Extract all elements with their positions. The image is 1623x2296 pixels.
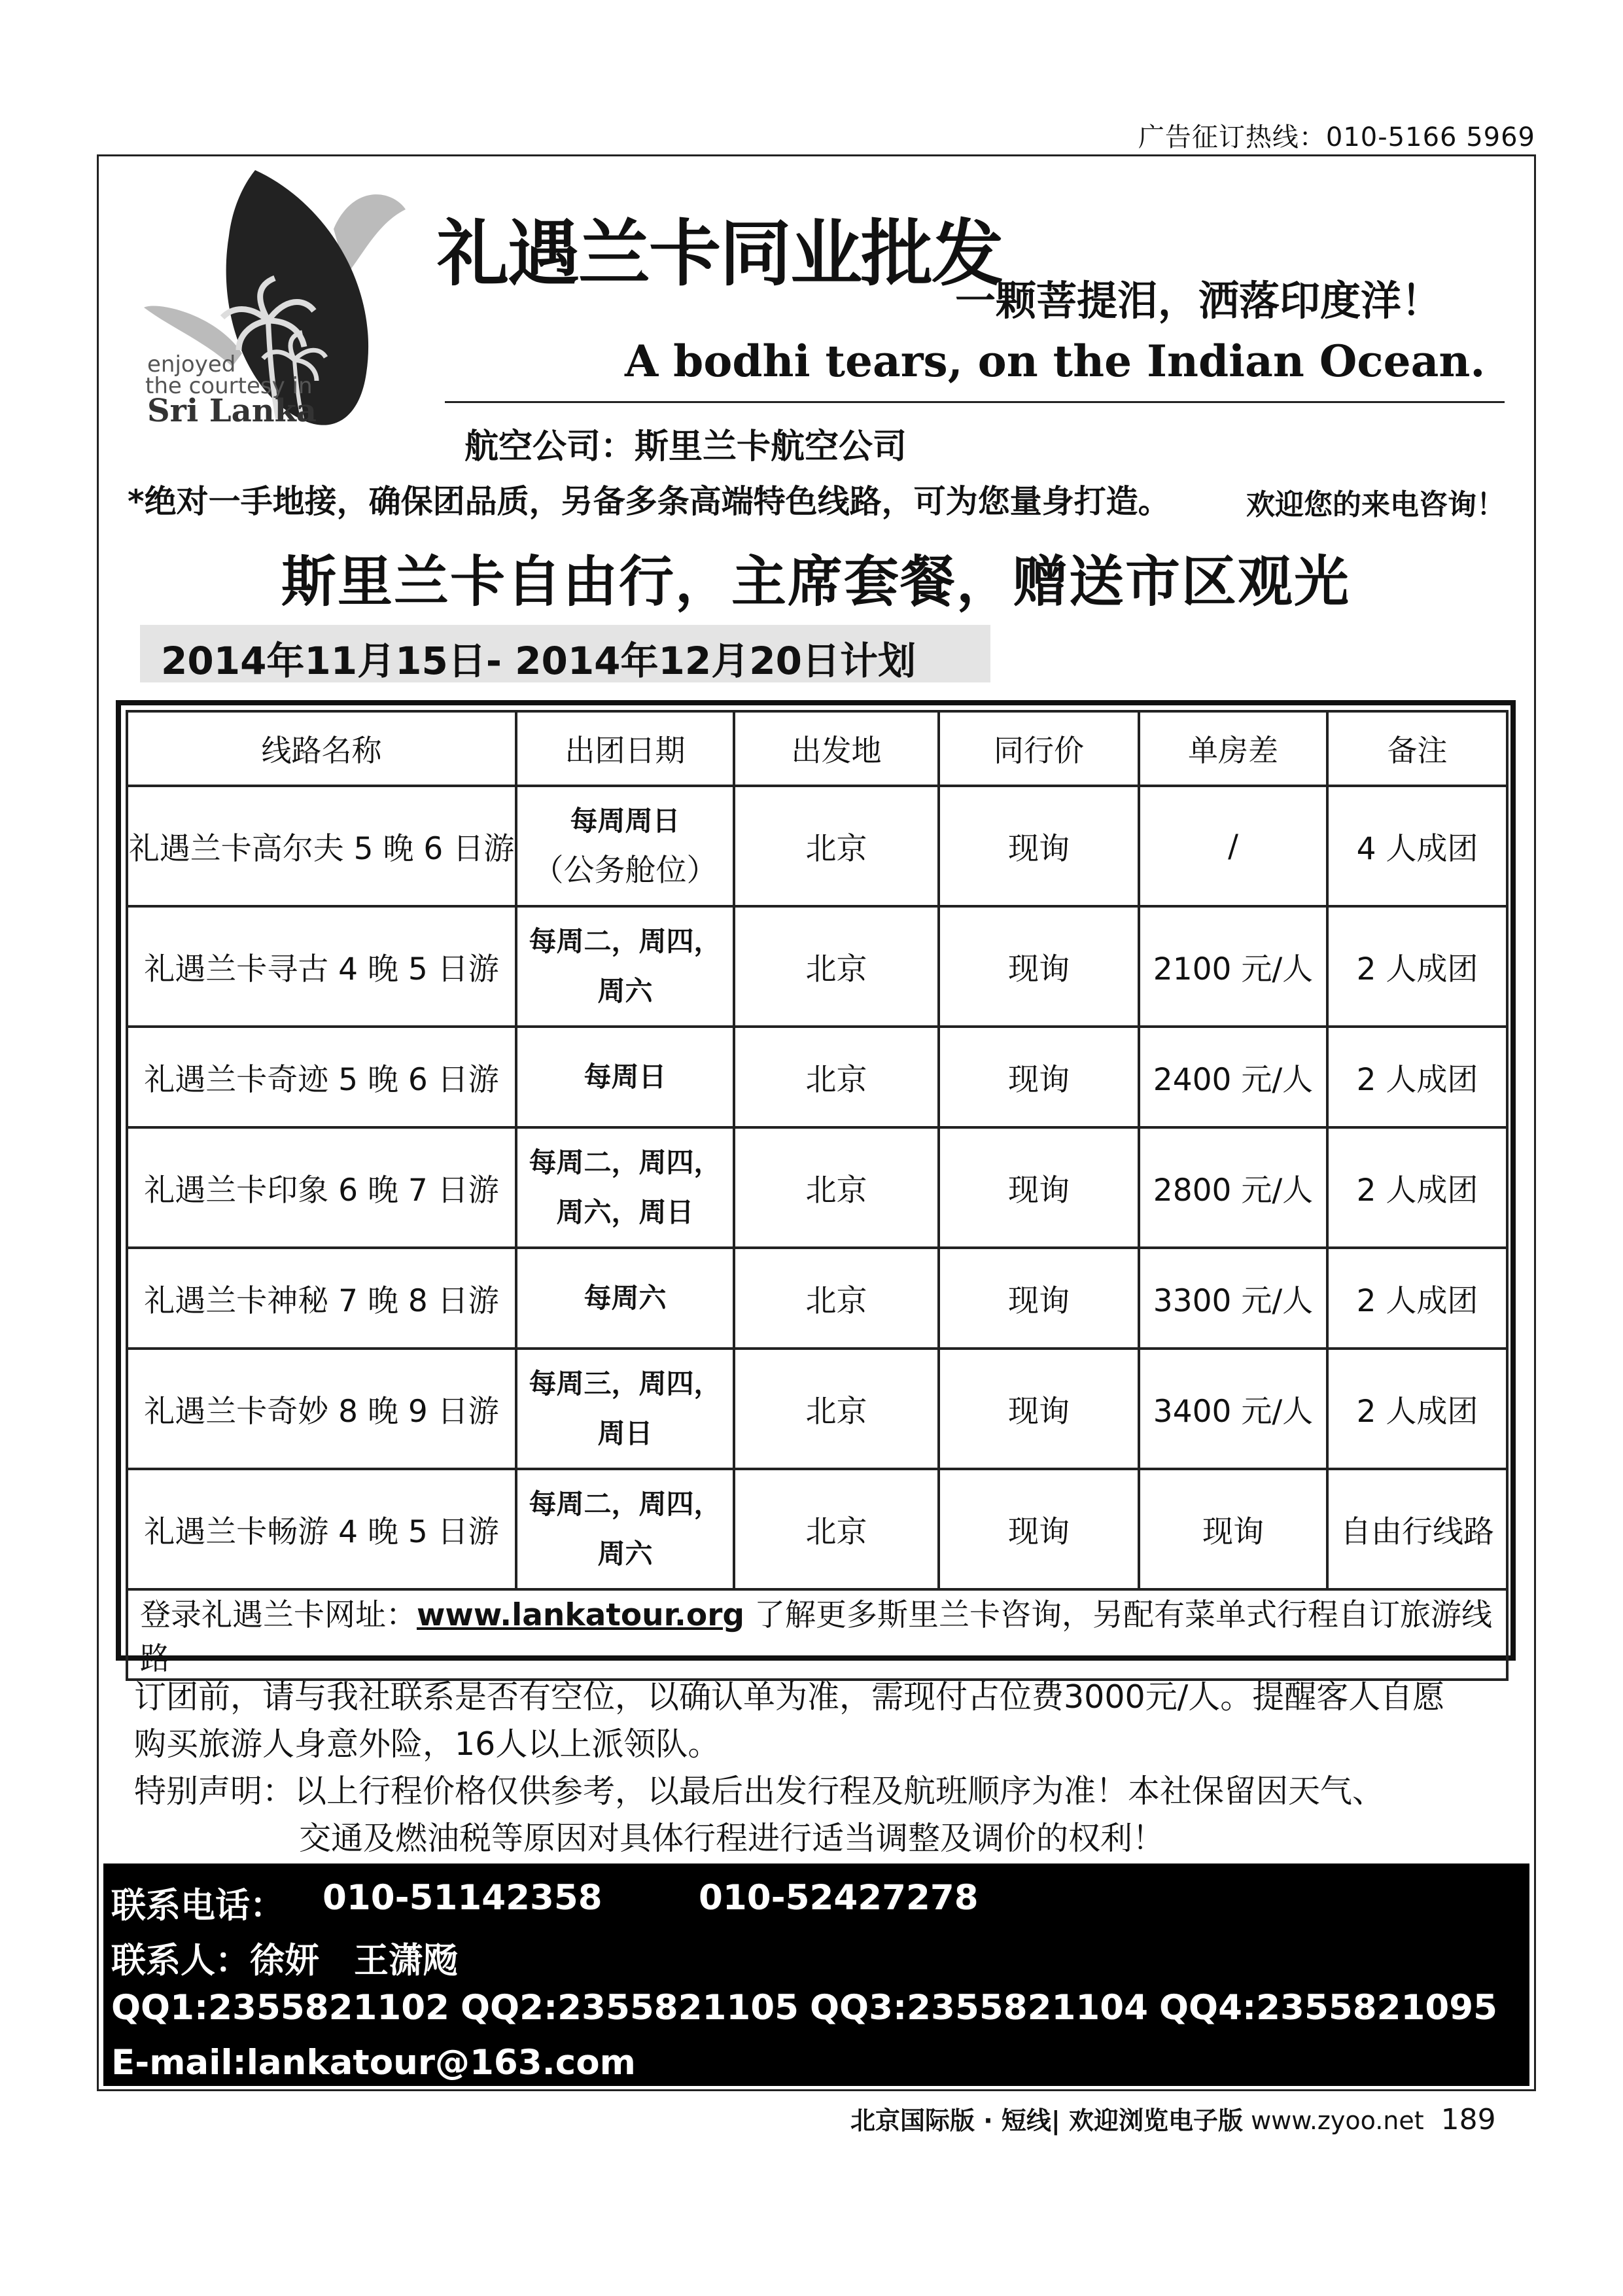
plan-period: 2014年11月15日- 2014年12月20日计划 [161,639,916,683]
logo-line-enjoyed: enjoyed [147,351,236,378]
route-departure: 北京 [734,1349,939,1469]
phone-2: 010-52427278 [699,1878,979,1918]
route-departure: 北京 [734,906,939,1027]
route-date [516,1027,734,1127]
col-header-departure: 出发地 [734,711,939,786]
route-date [516,1127,734,1248]
route-note: 2 人成团 [1327,1027,1507,1127]
route-name: 礼遇兰卡寻古 4 晚 5 日游 [127,906,516,1027]
table-row [127,1027,1507,1127]
promo-headline: 斯里兰卡自由行，主席套餐，赠送市区观光 [281,550,1351,614]
date-line-1: 每周六 [584,1282,667,1314]
date-line-1: 每周二，周四， [529,1146,722,1178]
route-name: 礼遇兰卡奇迹 5 晚 6 日游 [127,1027,516,1127]
table-row [127,1127,1507,1248]
table-row [127,1469,1507,1589]
route-departure: 北京 [734,1127,939,1248]
table-row [127,786,1507,906]
route-note: 自由行线路 [1327,1469,1507,1589]
airline-line: 航空公司：斯里兰卡航空公司 [464,427,907,467]
footer-site: www.zyoo.net [1243,2106,1424,2135]
qq-3: QQ3:2355821104 [810,1988,1148,2028]
slogan-english: A bodhi tears, on the Indian Ocean. [625,336,1486,387]
route-single-supplement: 3400 元/人 [1139,1349,1327,1469]
phone-1: 010-51142358 [323,1878,602,1918]
route-single-supplement: 2400 元/人 [1139,1027,1327,1127]
date-line-1: 每周周日 [570,805,680,837]
route-date [516,906,734,1027]
route-departure: 北京 [734,1027,939,1127]
qq-2: QQ2:2355821105 [461,1988,799,2028]
route-date [516,1349,734,1469]
col-header-single-supplement: 单房差 [1139,711,1327,786]
col-header-route: 线路名称 [127,711,516,786]
notes-line-1: 订团前，请与我社联系是否有空位，以确认单为准，需现付占位费3000元/人。提醒客人自愿 [134,1678,1445,1716]
route-single-supplement: 现询 [1139,1469,1327,1589]
route-price: 现询 [939,1469,1139,1589]
route-note: 2 人成团 [1327,1248,1507,1349]
notes-line-2: 购买旅游人身意外险，16人以上派领队。 [134,1725,720,1763]
email: E-mail:lankatour@163.com [111,2043,636,2083]
page-number: 189 [1440,2103,1496,2136]
route-name: 礼遇兰卡神秘 7 晚 8 日游 [127,1248,516,1349]
col-header-price: 同行价 [939,711,1139,786]
date-line-1: 每周二，周四， [529,925,722,957]
booking-notes [134,1674,1444,1862]
date-line-1: 每周二，周四， [529,1488,722,1520]
header-divider [445,401,1505,403]
website-prefix: 登录礼遇兰卡网址： [140,1597,417,1633]
date-line-2: 周六 [597,1538,653,1570]
date-line-2: 周六，周日 [556,1196,694,1228]
route-price: 现询 [939,906,1139,1027]
route-date [516,1248,734,1349]
route-date [516,1469,734,1589]
slogan-chinese: 一颗菩提泪，洒落印度洋！ [955,277,1442,325]
website-cell [127,1589,1507,1680]
website-link[interactable]: www.lankatour.org [417,1597,745,1633]
route-departure: 北京 [734,786,939,906]
table-row [127,906,1507,1027]
contact-block [103,1863,1529,2086]
route-name: 礼遇兰卡高尔夫 5 晚 6 日游 [127,786,516,906]
route-note: 4 人成团 [1327,786,1507,906]
date-line-2: 周六 [597,975,653,1007]
route-single-supplement: 3300 元/人 [1139,1248,1327,1349]
table-footer-row [127,1589,1507,1680]
notes-line-4: 交通及燃油税等原因对具体行程进行适当调整及调价的权利！ [299,1820,1165,1857]
footer-edition: 北京国际版 · 短线| 欢迎浏览电子版 [850,2106,1244,2135]
phone-label: 联系电话： [111,1886,285,1926]
date-line-1: 每周三，周四， [529,1368,722,1400]
website-suffix: 了解更多斯里兰卡咨询，另配有菜单式行程自订旅游线路 [140,1597,1492,1677]
ad-hotline: 广告征订热线：010-5166 5969 [1138,122,1535,152]
route-price: 现询 [939,786,1139,906]
route-single-supplement: 2800 元/人 [1139,1127,1327,1248]
route-name: 礼遇兰卡印象 6 晚 7 日游 [127,1127,516,1248]
col-header-date: 出团日期 [516,711,734,786]
route-single-supplement: 2100 元/人 [1139,906,1327,1027]
date-line-2: 周日 [597,1417,653,1449]
route-note: 2 人成团 [1327,1349,1507,1469]
page-title: 礼遇兰卡同业批发 [437,211,1002,296]
table-row [127,1248,1507,1349]
route-price: 现询 [939,1127,1139,1248]
route-departure: 北京 [734,1469,939,1589]
date-line-2: （公务舱位） [532,853,718,889]
route-departure: 北京 [734,1248,939,1349]
description-text: *绝对一手地接，确保团品质，另备多条高端特色线路，可为您量身打造。 [128,483,1170,520]
consult-invite-text: 欢迎您的来电咨询！ [1246,488,1505,521]
col-header-note: 备注 [1327,711,1507,786]
route-price: 现询 [939,1027,1139,1127]
date-line-1: 每周日 [584,1061,667,1093]
notes-line-3: 特别声明：以上行程价格仅供参考，以最后出发行程及航班顺序为准！本社保留因天气、 [134,1773,1385,1810]
route-note: 2 人成团 [1327,1127,1507,1248]
table-row [127,1349,1507,1469]
table-header-row [127,711,1507,786]
route-name: 礼遇兰卡畅游 4 晚 5 日游 [127,1469,516,1589]
route-date [516,786,734,906]
qq-1: QQ1:2355821102 [111,1988,449,2028]
routes-table [126,710,1509,1681]
page-footer [850,2100,1496,2136]
route-price: 现询 [939,1248,1139,1349]
qq-4: QQ4:2355821095 [1159,1988,1497,2028]
route-single-supplement: / [1139,786,1327,906]
route-name: 礼遇兰卡奇妙 8 晚 9 日游 [127,1349,516,1469]
logo-line-courtesy: the courtesy in [145,373,313,399]
contact-person: 联系人：徐妍 王潇飏 [111,1941,458,1981]
route-price: 现询 [939,1349,1139,1469]
logo-line-srilanka: Sri Lanka [147,393,317,429]
route-note: 2 人成团 [1327,906,1507,1027]
